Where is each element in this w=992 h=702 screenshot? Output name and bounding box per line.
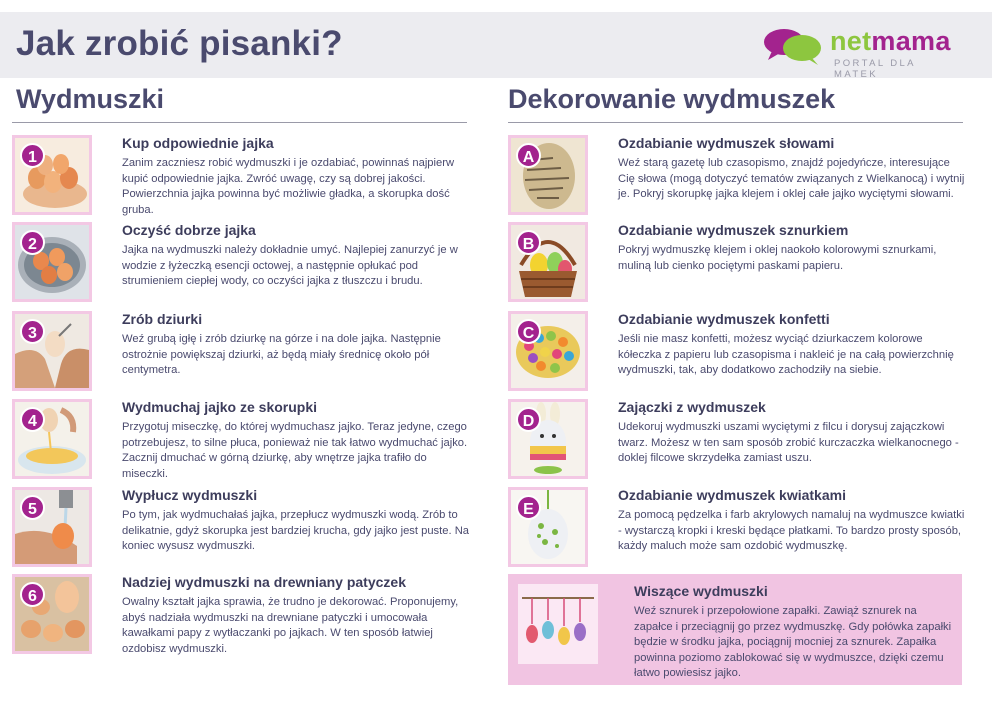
hanging-eggs-title: Wiszące wydmuszki	[634, 583, 768, 599]
step-badge: 3	[20, 319, 45, 344]
page-header	[0, 12, 992, 78]
step-description: Po tym, jak wydmuchałaś jajka, przepłucz wydmuszki wodą. Zrób to delikatnie, gdyż skorupka jest bardziej krucha, gdy jajko jest puste. Na koniec wysusz wydmuszki.	[122, 509, 469, 552]
step-badge: B	[516, 230, 541, 255]
step-description: Weź grubą igłę i zrób dziurkę na górze i na dole jajka. Następnie ostrożnie powiększaj dziurki, aż będą miały średnicę około pół centymetra.	[122, 333, 441, 376]
step-5	[12, 487, 472, 569]
page-title: Jak zrobić pisanki?	[16, 24, 343, 63]
step-title: Oczyść dobrze jajka	[122, 222, 256, 238]
logo-wordmark	[830, 26, 951, 57]
step-description: Jeśli nie masz konfetti, możesz wyciąć dziurkaczem kolorowe kółeczka z papieru lub czasopisma i nakleić je na całą powierzchnię wydmuszki, tak, aby dodatkowo zachodziły na siebie.	[618, 333, 954, 376]
section-divider	[12, 122, 467, 123]
logo-wordmark-mama: mama	[871, 26, 951, 56]
hanging-eggs-description: Weź sznurek i przepołowione zapałki. Zawiąż sznurek na zapałce i przeciągnij go przez wydmuszkę. Gdy połówka zapałki będzie w środku jajka, pociągnij mocniej za sznurek. Zapałka powinna poziomo zablokować się w wydmuszce, dzięki czemu łatwo powiesisz jajko.	[634, 605, 952, 679]
step-b	[508, 222, 968, 304]
step-description: Udekoruj wydmuszki uszami wyciętymi z filcu i dorysuj zajączkowi twarz. Możesz w ten sam sposób zrobić kurczaczka wielkanocnego - doklej filcowe skrzydełka zamiast uszu.	[618, 421, 959, 464]
step-6	[12, 574, 472, 656]
hanging-eggs-image	[518, 584, 598, 664]
step-title: Ozdabianie wydmuszek kwiatkami	[618, 487, 846, 503]
step-e	[508, 487, 968, 569]
step-1	[12, 135, 472, 217]
step-description: Zanim zaczniesz robić wydmuszki i je ozdabiać, powinnaś najpierw kupić odpowiednie jajka. Zwróć uwagę, czy są dobrej jakości. Powierzchnia jajka powinna być możliwie gładka, a skorupka dość gruba.	[122, 157, 455, 216]
step-title: Zrób dziurki	[122, 311, 203, 327]
step-d	[508, 399, 968, 481]
step-badge: 5	[20, 495, 45, 520]
step-title: Ozdabianie wydmuszek konfetti	[618, 311, 830, 327]
step-badge: 1	[20, 143, 45, 168]
step-description: Przygotuj miseczkę, do której wydmuchasz jajko. Teraz jedyne, czego potrzebujesz, to silne płuca, ponieważ nie tak łatwo wydmuchać jajko. Zacznij dmuchać w górną dziurkę, aby wnętrze jajka trafiło do miseczki.	[122, 421, 468, 480]
speech-bubbles-icon	[762, 26, 824, 66]
step-a	[508, 135, 968, 217]
step-2	[12, 222, 472, 304]
step-title: Wypłucz wydmuszki	[122, 487, 258, 503]
section-title-dekorowanie: Dekorowanie wydmuszek	[508, 84, 836, 114]
hanging-eggs-illustration	[518, 584, 598, 664]
section-title-wydmuszki: Wydmuszki	[16, 84, 165, 114]
hanging-eggs-box	[508, 574, 962, 685]
step-description: Za pomocą pędzelka i farb akrylowych namaluj na wydmuszce kwiatki - wystarczą kropki i kreski będące płatkami. To bardzo prosty sposób, każdy maluch może sam ozdobić wydmuszkę.	[618, 509, 965, 552]
step-description: Jajka na wydmuszki należy dokładnie umyć. Najlepiej zanurzyć je w wodzie z łyżeczką esencji octowej, a następnie opłukać pod strumieniem ciepłej wody, co oczyści jajka z tłuszczu i brudu.	[122, 244, 458, 287]
section-divider	[508, 122, 963, 123]
step-c	[508, 311, 968, 393]
step-title: Kup odpowiednie jajka	[122, 135, 274, 151]
netmama-logo[interactable]	[762, 24, 962, 80]
step-title: Nadziej wydmuszki na drewniany patyczek	[122, 574, 406, 590]
step-badge: 6	[20, 582, 45, 607]
logo-tagline: PORTAL DLA MATEK	[834, 58, 916, 80]
step-badge: D	[516, 407, 541, 432]
step-title: Wydmuchaj jajko ze skorupki	[122, 399, 318, 415]
step-badge: E	[516, 495, 541, 520]
step-4	[12, 399, 472, 481]
step-description: Pokryj wydmuszkę klejem i oklej naokoło kolorowymi sznurkami, muliną lub cienko pociętymi paskami papieru.	[618, 244, 937, 272]
step-title: Zajączki z wydmuszek	[618, 399, 766, 415]
step-title: Ozdabianie wydmuszek sznurkiem	[618, 222, 849, 238]
logo-wordmark-net: net	[830, 26, 872, 56]
step-3	[12, 311, 472, 393]
step-description: Owalny kształt jajka sprawia, że trudno je dekorować. Proponujemy, abyś nadziała wydmuszki na drewniane patyczki i umocowała kawałkami papy z wytłaczanki po jajkach. W ten sposób łatwiej ozdobisz wydmuszki.	[122, 596, 459, 655]
step-badge: A	[516, 143, 541, 168]
step-title: Ozdabianie wydmuszek słowami	[618, 135, 835, 151]
step-description: Weź starą gazetę lub czasopismo, znajdź pojedyńcze, interesujące Cię słowa (mogą dotyczyć tematów związanych z Wielkanocą) i wytnij je. Pokryj skorupkę jajka klejem i oklej całe jajko wyciętymi słowami.	[618, 157, 965, 200]
step-badge: 4	[20, 407, 45, 432]
step-badge: C	[516, 319, 541, 344]
step-badge: 2	[20, 230, 45, 255]
